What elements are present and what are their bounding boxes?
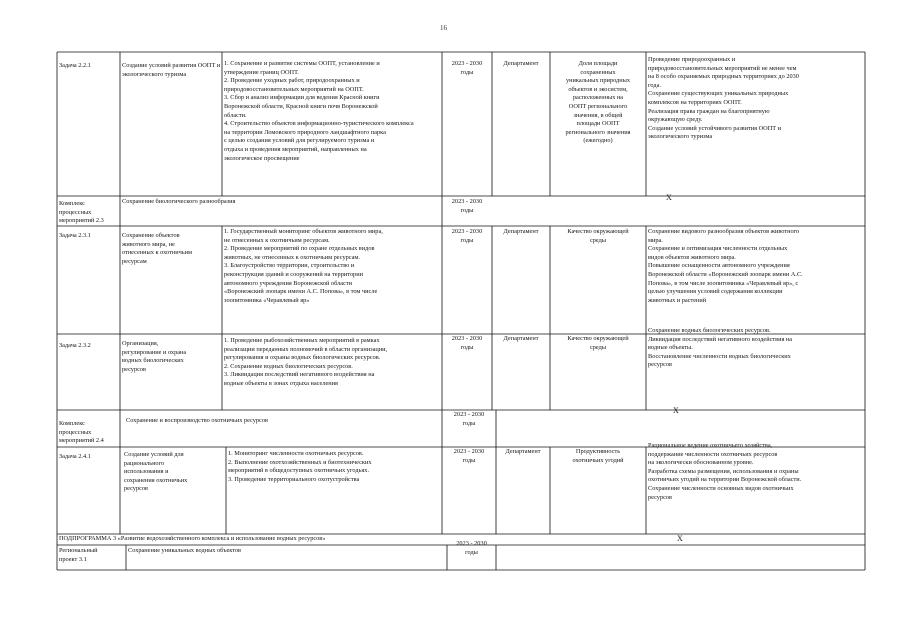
subprogram-3-heading: ПОДПРОГРАММА 3 «Развитие водохозяйственного комплекса и использование водных ресурсов» — [59, 535, 326, 542]
task-2-2-1-period: 2023 - 2030 годы — [451, 60, 483, 76]
task-2-3-1-result: Сохранение видового разнообразия объектов животного мира. Сохранение и оптимизация численности отдельных видов объектов животного мира. Повышение оснащенности автономного учреждения Воронежской области «Воронежский зоопарк имени А.С. Попова», в том числе зоопитомника «Черавлевый яр», с целью улучшения условий содержания коллекции животных и растений — [648, 228, 803, 304]
task-2-4-1-result: Рациональное ведение охотничьего хозяйства, поддержание численности охотничьих ресурсов на экологически обоснованном уровне. Разработка схемы размещения, использования и охраны охотничьих угодий на территории Воронежской области. Сохранение численности основных видов охотничьих ресурсов — [648, 442, 802, 501]
task-2-2-1-name: Создание условий развития ООПТ и экологического туризма — [122, 62, 221, 78]
task-2-3-2-indicator: Качество окружающей среды — [567, 335, 629, 351]
task-2-3-2-measures: 1. Проведение рыбохозяйственных мероприятий в рамках реализации переданных полномочий в области организации, регулирования и охраны водных биологических ресурсов. 2. Сохранение водных биологических ресурсов. 3. Ликвидация последствий негативного воздействия на водные объекты в зонах отдыха населения — [224, 337, 388, 387]
regional-project-3-1-period: 2023 - 2030 годы — [456, 540, 487, 556]
complex-2-3-period: 2023 - 2030 годы — [451, 198, 483, 214]
complex-2-3-mark: X — [666, 193, 672, 202]
task-2-3-2-result: Сохранение водных биологических ресурсов. Ликвидация последствий негативного воздействия на водные объекты. Восстановление численности водных биологических ресурсов — [648, 327, 793, 369]
complex-2-3-label: Комплекс процессных мероприятий 2.3 — [59, 200, 104, 225]
task-2-3-1-measures: 1. Государственный мониторинг объектов животного мира, не отнесенных к охотничьим ресурсам. 2. Проведение мероприятий по охране отдельных видов животных, не отнесенных к охотничьим ресурсам. 3. Благоустройство территории, строительство и реконструкция зданий и сооружений на территории автономного учреждения Воронежской области «Воронежский зоопарк имени А.С. Попова», в том числе зоопитомника «Черавлевый яр» — [224, 228, 383, 304]
complex-2-3-name: Сохранение биологического разнообразия — [122, 198, 236, 205]
task-2-2-1-measures: 1. Сохранение и развитие системы ООПТ, установление и утверждение границ ООПТ. 2. Проведение уходных работ, природоохранных и природовосстановительных мероприятий на ООПТ. 3. Сбор и анализ информации для ведения Красной книги Воронежской области, Красной книги почв Воронежской области. 4. Строительство объектов информационно-туристического комплекса на территории Ломовского природного ландшафтного парка с целью создания условий для регулируемого туризма и отдыха и проведения мероприятий, направленных на экологическое просвещение — [224, 60, 414, 162]
task-2-3-1-period: 2023 - 2030 годы — [451, 228, 483, 244]
complex-2-4-name: Сохранение и воспроизводство охотничьих ресурсов — [126, 417, 268, 424]
task-2-4-1-period: 2023 - 2030 годы — [453, 448, 485, 464]
task-2-3-2-period: 2023 - 2030 годы — [451, 335, 483, 351]
task-2-2-1-label: Задача 2.2.1 — [59, 62, 91, 69]
task-2-3-1-label: Задача 2.3.1 — [59, 232, 91, 239]
page-number: 16 — [440, 24, 447, 32]
task-2-3-2-executor: Департамент — [503, 335, 539, 342]
complex-2-4-mark: X — [673, 406, 679, 415]
task-2-3-1-name: Сохранение объектов животного мира, не отнесенных к охотничьим ресурсам — [122, 232, 192, 265]
task-2-4-1-indicator: Продуктивность охотничьих угодий — [572, 448, 624, 464]
task-2-4-1-name: Создание условий для рационального использования и сохранения охотничьих ресурсов — [124, 451, 188, 493]
subprogram-3-mark: X — [677, 534, 683, 543]
task-2-3-2-name: Организация, регулирование и охрана водных биологических ресурсов — [122, 340, 187, 373]
task-2-3-1-executor: Департамент — [503, 228, 539, 235]
task-2-2-1-result: Проведение природоохранных и природовосстановительных мероприятий не менее чем на 8 особо охраняемых природных территориях до 2030 года. Сохранение существующих уникальных природных комплексов на территориях ООПТ. Реализация права граждан на благоприятную окружающую среду. Создание условий устойчивого развития ООПТ и экологического туризма — [648, 56, 799, 141]
complex-2-4-period: 2023 - 2030 годы — [453, 411, 485, 427]
task-2-2-1-indicator: Доля площади сохраненных уникальных природных объектов и экосистем, расположенных на ООПТ регионального значения, в общей площади ООПТ регионального значения (ежегодно) — [565, 60, 631, 145]
complex-2-4-label: Комплекс процессных мероприятий 2.4 — [59, 420, 104, 445]
regional-project-3-1-label: Региональный проект 3.1 — [59, 547, 98, 563]
task-2-4-1-measures: 1. Мониторинг численности охотничьих ресурсов. 2. Выполнение охотхозяйственных и биотехнических мероприятий в общедоступных охотничьих угодьях. 3. Проведение территориального охотустройства — [228, 450, 372, 483]
regional-project-3-1-name: Сохранение уникальных водных объектов — [128, 547, 242, 554]
task-2-2-1-executor: Департамент — [503, 60, 539, 67]
task-2-3-1-indicator: Качество окружающей среды — [567, 228, 629, 244]
task-2-3-2-label: Задача 2.3.2 — [59, 342, 91, 349]
task-2-4-1-executor: Департамент — [505, 448, 541, 455]
task-2-4-1-label: Задача 2.4.1 — [59, 453, 91, 460]
